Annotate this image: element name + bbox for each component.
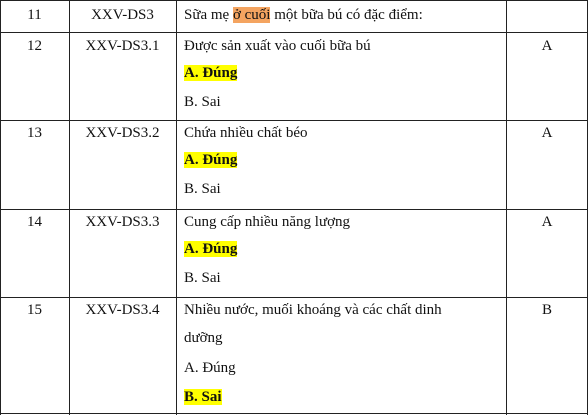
row-divider (0, 297, 588, 298)
question-code: XXV-DS3 (91, 7, 154, 23)
row-number: 11 (27, 7, 42, 23)
question-text-line1: Nhiều nước, muối khoáng và các chất dinh (184, 302, 442, 318)
table-row (0, 121, 588, 210)
row-divider (0, 32, 588, 33)
option-b (184, 389, 222, 406)
column-divider (176, 0, 177, 415)
question-code: XXV-DS3.3 (85, 214, 160, 230)
answer-key: A (541, 38, 553, 54)
table-border-bottom (0, 413, 588, 414)
column-divider (69, 0, 70, 415)
column-divider (506, 0, 507, 415)
option-a (184, 241, 237, 258)
correct-option-highlight: A. Đúng (184, 152, 238, 168)
answer-key: A (541, 125, 553, 141)
highlighted-text: ở cuối (232, 7, 271, 23)
correct-option-highlight: A. Đúng (184, 241, 238, 257)
question-text-line2: dưỡng (184, 330, 223, 346)
option-b: B. Sai (184, 181, 221, 197)
option-b: B. Sai (184, 94, 221, 110)
answer-key: B (541, 302, 552, 318)
table-border-top (0, 0, 588, 1)
row-number: 12 (27, 38, 42, 54)
question-code: XXV-DS3.2 (85, 125, 160, 141)
table-border-left (0, 0, 1, 415)
correct-option-highlight: A. Đúng (184, 65, 238, 81)
question-code: XXV-DS3.1 (85, 38, 160, 54)
table-row (0, 33, 588, 121)
question-text-part: Sữa mẹ (184, 7, 233, 23)
answer-key: A (541, 214, 553, 230)
row-number: 15 (27, 302, 42, 318)
option-a: A. Đúng (184, 360, 236, 376)
option-b: B. Sai (184, 270, 221, 286)
question-text: Chứa nhiều chất béo (184, 125, 308, 141)
table-row (0, 298, 588, 415)
row-number: 14 (27, 214, 42, 230)
question-text-part: một bữa bú có đặc điểm: (270, 7, 423, 23)
table-row (0, 210, 588, 298)
row-number: 13 (27, 125, 42, 141)
row-divider (0, 209, 588, 210)
question-text: Cung cấp nhiều năng lượng (184, 214, 351, 230)
question-text: Được sản xuất vào cuối bữa bú (184, 38, 371, 54)
question-text (184, 7, 423, 24)
option-a (184, 152, 237, 169)
row-divider (0, 120, 588, 121)
option-a (184, 65, 237, 82)
table-row (0, 0, 588, 33)
question-code: XXV-DS3.4 (85, 302, 160, 318)
correct-option-highlight: B. Sai (184, 389, 222, 405)
